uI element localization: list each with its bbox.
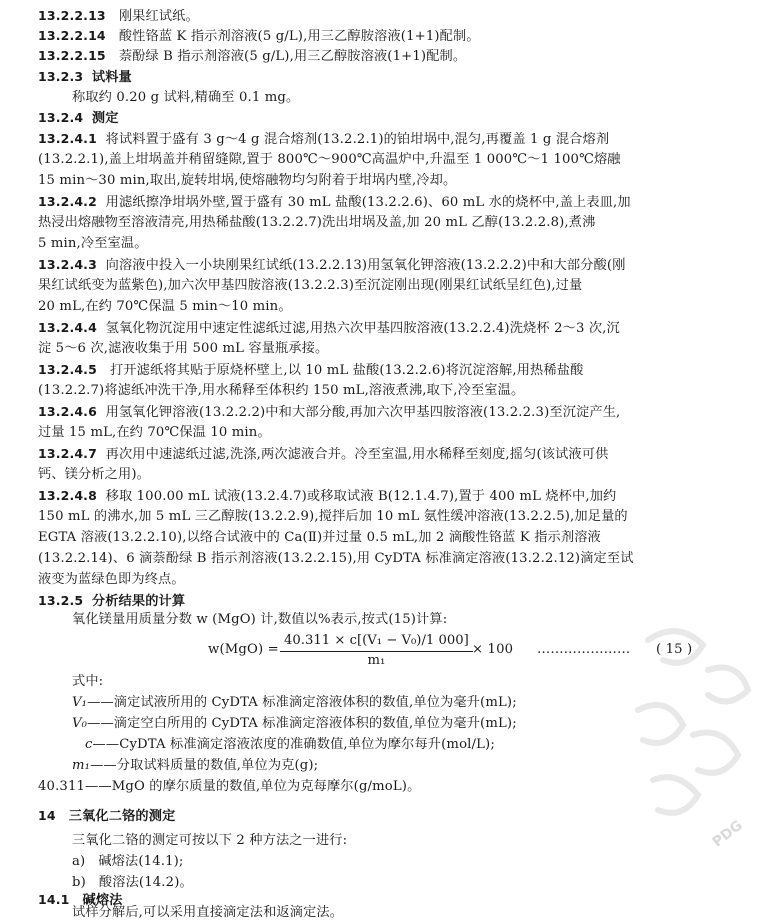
formula-numerator: 40.311 × c[(V₁ − V₀)/1 000] [280,632,473,652]
formula-fraction [280,632,473,669]
clause-13-2-4-3-cont: 果红试纸变为蓝紫色),加六次甲基四胺溶液(13.2.2.3)至沉淀刚出现(刚果红试纸呈红色),过量 [38,278,583,293]
heading-14: 14 三氧化二铬的测定 [38,808,176,824]
clause-13-2-2-13: 13.2.2.13 刚果红试纸。 [38,8,199,24]
clause-13-2-2-15: 13.2.2.15 萘酚绿 B 指示剂溶液(5 g/L),用三乙醇胺溶液(1+1)配制。 [38,48,467,64]
clause-13-2-4-5-cont: (13.2.2.7)将滤纸冲洗干净,用水稀释至体积约 150 mL,溶液煮沸,取下,冷至室温。 [38,383,525,398]
list-item-a: a) 碱熔法(14.1); [72,854,184,869]
clause-13-2-4-8-cont: (13.2.2.14)、6 滴萘酚绿 B 指示剂溶液(13.2.2.15),用 CyDTA 标准滴定溶液(13.2.2.12)滴定至试 [38,551,634,566]
clause-13-2-4-2-cont: 5 min,冷至室温。 [38,236,148,251]
clause-13-2-4-4-cont: 淀 5～6 次,滤液收集于用 500 mL 容量瓶承接。 [38,341,329,356]
formula-lhs: w(MgO) = [208,642,279,657]
clause-13-2-4-8: 13.2.4.8 移取 100.00 mL 试液(13.2.4.7)或移取试液 B(12.1.4.7),置于 400 mL 烧杯中,加约 [38,488,617,504]
heading-14-1: 14.1 碱熔法 [38,892,123,908]
clause-13-2-4-1-cont: (13.2.2.1),盖上坩埚盖并稍留缝隙,置于 800℃～900℃高温炉中,升温至 1 000℃～1 100℃熔融 [38,152,621,167]
definition-v0: V₀——滴定空白所用的 CyDTA 标准滴定溶液体积的数值,单位为毫升(mL); [72,716,517,731]
where-label: 式中: [72,674,104,689]
definition-v1: V₁——滴定试液所用的 CyDTA 标准滴定溶液体积的数值,单位为毫升(mL); [72,695,517,710]
heading-13-2-3: 13.2.3 试料量 [38,69,132,85]
watermark-text: PDG [709,817,746,851]
clause-13-2-2-14: 13.2.2.14 酸性铬蓝 K 指示剂溶液(5 g/L),用三乙醇胺溶液(1+1)配制。 [38,28,480,44]
formula-dots: ………………… [537,642,631,657]
section-14-1-text: 试样分解后,可以采用直接滴定法和返滴定法。 [72,905,344,920]
clause-13-2-4-3: 13.2.4.3 向溶液中投入一小块刚果红试纸(13.2.2.13)用氢氧化钾溶液(13.2.2.2)中和大部分酸(刚 [38,257,626,273]
formula-denominator: m₁ [367,653,386,668]
clause-13-2-4-4: 13.2.4.4 氢氧化物沉淀用中速定性滤纸过滤,用热六次甲基四胺溶液(13.2.2.4)洗烧杯 2～3 次,沉 [38,320,620,336]
section-14-intro: 三氧化二铬的测定可按以下 2 种方法之一进行: [72,833,348,848]
clause-13-2-4-8-cont: EGTA 溶液(13.2.2.10),以络合试液中的 Ca(Ⅱ)并过量 0.5 mL,加 2 滴酸性铬蓝 K 指示剂溶液 [38,530,601,545]
clause-13-2-4-5: 13.2.4.5 打开滤纸将其贴于原烧杯壁上,以 10 mL 盐酸(13.2.2.6)将沉淀溶解,用热稀盐酸 [38,362,584,378]
watermark-seal [608,600,758,860]
definition-m1: m₁——分取试料质量的数值,单位为克(g); [72,758,319,773]
clause-13-2-4-3-cont: 20 mL,在约 70℃保温 5 min～10 min。 [38,299,292,314]
clause-13-2-4-8-cont: 150 mL 的沸水,加 5 mL 三乙醇胺(13.2.2.9),搅拌后加 10 mL 氨性缓冲溶液(13.2.2.5),加足量的 [38,509,628,524]
definition-molar-mass: 40.311——MgO 的摩尔质量的数值,单位为克每摩尔(g/moL)。 [38,779,421,794]
formula-tail: × 100 [472,642,514,657]
heading-13-2-4: 13.2.4 测定 [38,110,119,126]
list-item-b: b) 酸溶法(14.2)。 [72,875,193,890]
clause-13-2-4-6-cont: 过量 15 mL,在约 70℃保温 10 min。 [38,425,271,440]
clause-13-2-4-2-cont: 热浸出熔融物至溶液清亮,用热稀盐酸(13.2.2.7)洗出坩埚及盖,加 20 mL 乙醇(13.2.2.8),煮沸 [38,215,596,230]
clause-13-2-4-8-cont: 液变为蓝绿色即为终点。 [38,572,185,587]
calc-intro: 氧化镁量用质量分数 w (MgO) 计,数值以%表示,按式(15)计算: [72,612,448,627]
clause-13-2-4-1: 13.2.4.1 将试料置于盛有 3 g～4 g 混合熔剂(13.2.2.1)的铂坩埚中,混匀,再覆盖 1 g 混合熔剂 [38,131,610,147]
heading-13-2-5: 13.2.5 分析结果的计算 [38,593,186,609]
clause-13-2-4-7-cont: 钙、镁分析之用)。 [38,467,150,482]
formula-number: ( 15 ) [656,642,693,657]
clause-13-2-4-1-cont: 15 min～30 min,取出,旋转坩埚,使熔融物均匀附着于坩埚内壁,冷却。 [38,173,457,188]
definition-c: c——CyDTA 标准滴定溶液浓度的准确数值,单位为摩尔每升(mol/L); [85,737,495,752]
clause-13-2-4-6: 13.2.4.6 用氢氧化钾溶液(13.2.2.2)中和大部分酸,再加六次甲基四胺溶液(13.2.2.3)至沉淀产生, [38,404,621,420]
sample-amount-text: 称取约 0.20 g 试料,精确至 0.1 mg。 [72,90,300,105]
clause-13-2-4-7: 13.2.4.7 再次用中速滤纸过滤,洗涤,两次滤液合并。冷至室温,用水稀释至刻度,摇匀(该试液可供 [38,446,609,462]
clause-13-2-4-2: 13.2.4.2 用滤纸擦净坩埚外壁,置于盛有 30 mL 盐酸(13.2.2.6)、60 mL 水的烧杯中,盖上表皿,加 [38,194,631,210]
